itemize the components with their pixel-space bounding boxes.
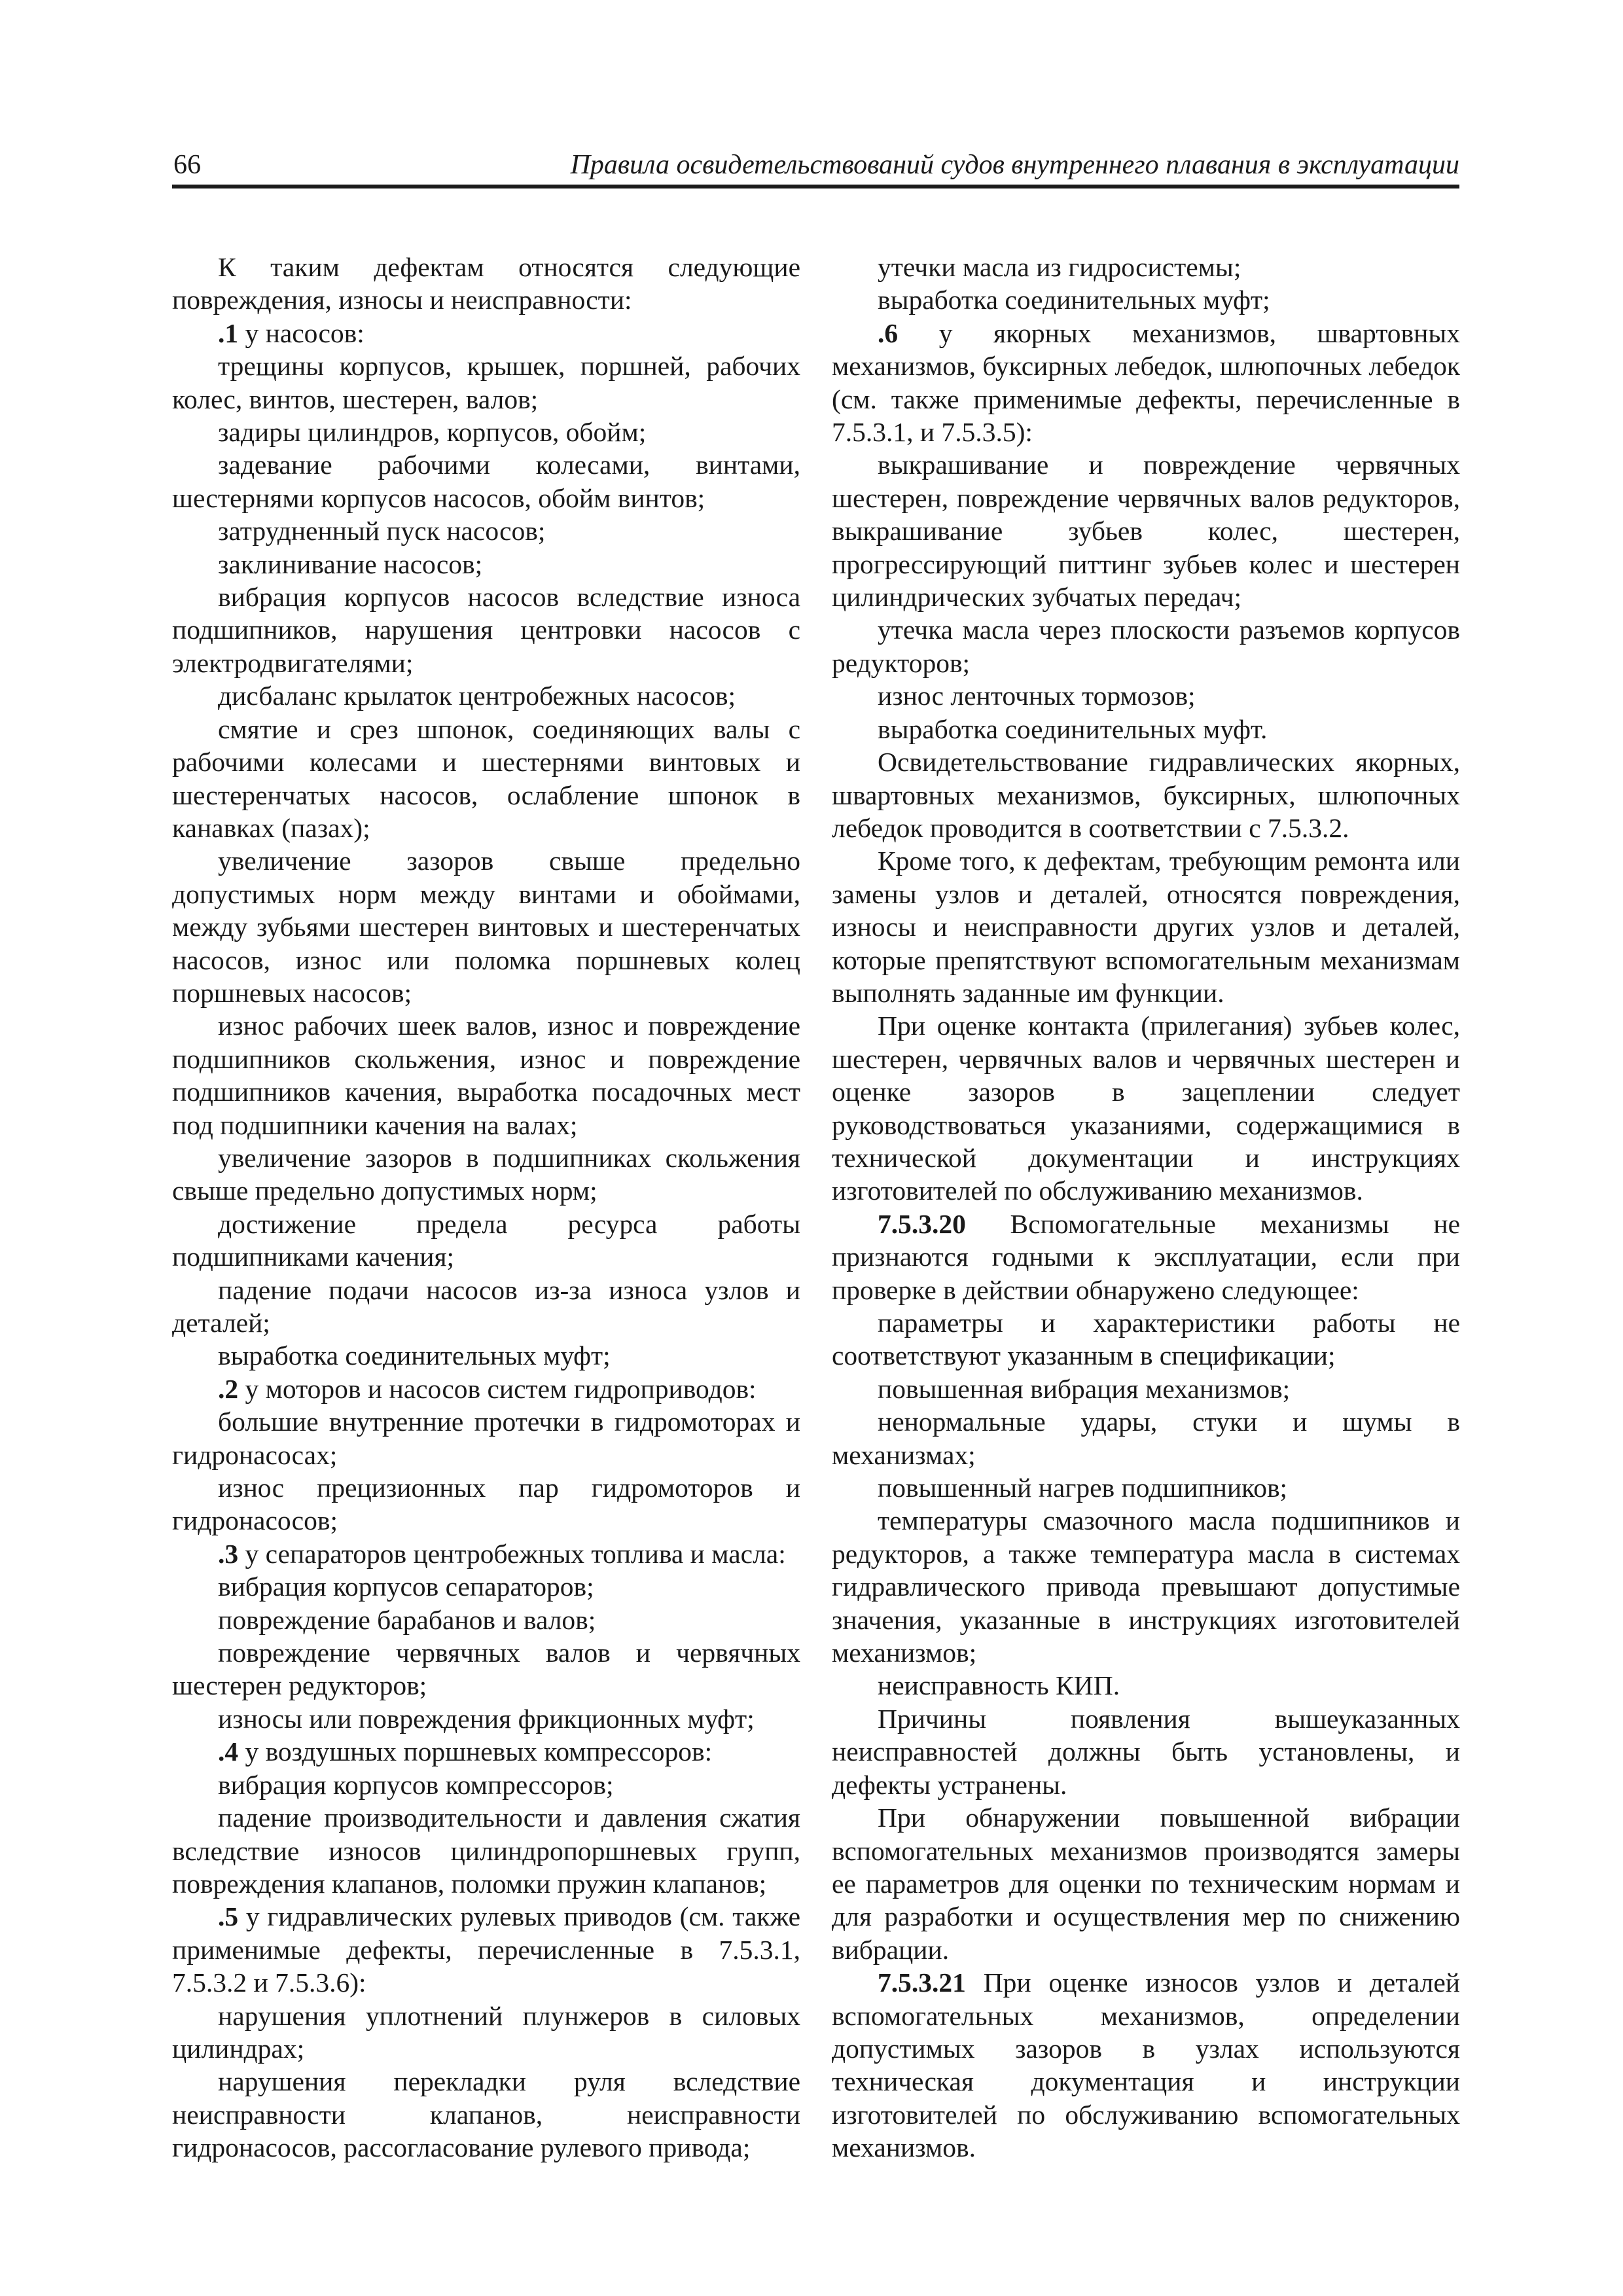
paragraph-text: выработка соединительных муфт; bbox=[878, 285, 1270, 315]
paragraph bbox=[172, 1537, 800, 1570]
paragraph bbox=[832, 1405, 1460, 1471]
paragraph-text: вибрация корпусов насосов вследствие износа подшипников, нарушения центровки насосов с электродвигателями; bbox=[172, 582, 800, 678]
item-number: .3 bbox=[218, 1538, 239, 1569]
paragraph bbox=[832, 1669, 1460, 1702]
paragraph bbox=[172, 1768, 800, 1801]
paragraph bbox=[172, 548, 800, 581]
paragraph-text: Вспомогательные механизмы не признаются годными к эксплуатации, если при проверке в действии обнаружено следующее: bbox=[832, 1208, 1460, 1305]
paragraph bbox=[832, 1471, 1460, 1504]
paragraph bbox=[832, 679, 1460, 712]
paragraph bbox=[172, 2065, 800, 2164]
paragraph bbox=[172, 2000, 800, 2066]
right-text-column bbox=[832, 251, 1460, 2164]
paragraph-text: заклинивание насосов; bbox=[218, 548, 483, 579]
paragraph-text: увеличение зазоров в подшипниках скольжения свыше предельно допустимых норм; bbox=[172, 1142, 800, 1206]
item-number: .6 bbox=[878, 317, 899, 348]
paragraph-text: трещины корпусов, крышек, поршней, рабочих колес, винтов, шестерен, валов; bbox=[172, 351, 800, 414]
paragraph bbox=[172, 1405, 800, 1471]
paragraph bbox=[172, 1570, 800, 1603]
running-title: Правила освидетельствований судов внутреннего плавания в эксплуатации bbox=[570, 150, 1459, 180]
paragraph-text: смятие и срез шпонок, соединяющих валы с рабочими колесами и шестернями винтовых и шестеренчатых насосов, ослабление шпонок в канавках (пазах); bbox=[172, 713, 800, 843]
paragraph bbox=[172, 713, 800, 845]
paragraph-text: у моторов и насосов систем гидроприводов: bbox=[238, 1373, 757, 1404]
item-number: .4 bbox=[218, 1736, 239, 1767]
paragraph-text: ненормальные удары, стуки и шумы в механизмах; bbox=[832, 1407, 1460, 1470]
paragraph-text: выработка соединительных муфт. bbox=[878, 713, 1268, 744]
paragraph bbox=[832, 1372, 1460, 1405]
paragraph-text: задиры цилиндров, корпусов, обойм; bbox=[218, 417, 647, 448]
left-text-column bbox=[172, 251, 800, 2164]
paragraph bbox=[832, 1966, 1460, 2164]
paragraph bbox=[172, 416, 800, 448]
paragraph bbox=[172, 1702, 800, 1735]
paragraph bbox=[172, 1900, 800, 1999]
paragraph bbox=[832, 613, 1460, 679]
paragraph-text: утечка масла через плоскости разъемов корпусов редукторов; bbox=[832, 615, 1460, 678]
paragraph-text: При обнаружении повышенной вибрации вспомогательных механизмов производятся замеры ее параметров для оценки по техническим нормам и для разработки и осуществления мер по снижению вибрации. bbox=[832, 1803, 1460, 1965]
paragraph bbox=[832, 251, 1460, 283]
paragraph bbox=[832, 844, 1460, 1009]
paragraph-text: выкрашивание и повреждение червячных шестерен, повреждение червячных валов редукторов, выкрашивание зубьев колес, шестерен, прогрессирующий питтинг зубьев колес и шестерен цилиндрических зубчатых передач; bbox=[832, 450, 1460, 613]
paragraph bbox=[172, 317, 800, 350]
paragraph bbox=[172, 1801, 800, 1900]
paragraph-text: падение подачи насосов из-за износа узлов и деталей; bbox=[172, 1274, 800, 1338]
paragraph-text: дисбаланс крылаток центробежных насосов; bbox=[218, 681, 736, 711]
paragraph bbox=[172, 1604, 800, 1636]
paragraph bbox=[172, 1636, 800, 1702]
page-header bbox=[172, 145, 1459, 188]
paragraph bbox=[172, 581, 800, 679]
paragraph bbox=[172, 251, 800, 317]
paragraph-text: повреждение червячных валов и червячных шестерен редукторов; bbox=[172, 1638, 800, 1701]
paragraph-text: износ прецизионных пар гидромоторов и гидронасосов; bbox=[172, 1473, 800, 1536]
paragraph bbox=[832, 713, 1460, 745]
paragraph-text: нарушения перекладки руля вследствие неисправности клапанов, неисправности гидронасосов, рассогласование рулевого привода; bbox=[172, 2066, 800, 2163]
paragraph-text: Причины появления вышеуказанных неисправностей должны быть установлены, и дефекты устранены. bbox=[832, 1703, 1460, 1800]
paragraph bbox=[172, 679, 800, 712]
paragraph-text: увеличение зазоров свыше предельно допустимых норм между винтами и обоймами, между зубьями шестерен винтовых и шестеренчатых насосов, износ или поломка поршневых колец поршневых насосов; bbox=[172, 846, 800, 1008]
paragraph-text: задевание рабочими колесами, винтами, шестернями корпусов насосов, обойм винтов; bbox=[172, 450, 800, 513]
paragraph-text: достижение предела ресурса работы подшипниками качения; bbox=[172, 1208, 800, 1272]
paragraph-text: К таким дефектам относятся следующие повреждения, износы и неисправности: bbox=[172, 252, 800, 315]
paragraph-text: износ ленточных тормозов; bbox=[878, 681, 1196, 711]
paragraph-text: Кроме того, к дефектам, требующим ремонта или замены узлов и деталей, относятся повреждения, износы и неисправности других узлов и деталей, которые препятствуют вспомогательным механизмам выполнять заданные им функции. bbox=[832, 846, 1460, 1008]
paragraph-text: повреждение барабанов и валов; bbox=[218, 1604, 596, 1635]
paragraph-text: вибрация корпусов компрессоров; bbox=[218, 1769, 614, 1800]
paragraph-text: износы или повреждения фрикционных муфт; bbox=[218, 1703, 755, 1734]
paragraph bbox=[172, 1208, 800, 1274]
paragraph bbox=[172, 448, 800, 514]
paragraph bbox=[172, 350, 800, 416]
paragraph bbox=[832, 448, 1460, 613]
paragraph bbox=[832, 1208, 1460, 1306]
paragraph-text: параметры и характеристики работы не соответствуют указанным в спецификации; bbox=[832, 1308, 1460, 1371]
paragraph-text: у якорных механизмов, швартовных механизмов, буксирных лебедок, шлюпочных лебедок (см. также применимые дефекты, перечисленные в 7.5.3.1, и 7.5.3.5): bbox=[832, 317, 1460, 448]
paragraph-text: падение производительности и давления сжатия вследствие износов цилиндропоршневых групп, повреждения клапанов, поломки пружин клапанов; bbox=[172, 1803, 800, 1899]
paragraph-text: у сепараторов центробежных топлива и масла: bbox=[238, 1538, 786, 1569]
paragraph bbox=[172, 1339, 800, 1372]
page-number: 66 bbox=[173, 150, 201, 180]
paragraph-text: повышенный нагрев подшипников; bbox=[878, 1473, 1288, 1503]
paragraph-text: у гидравлических рулевых приводов (см. также применимые дефекты, перечисленные в 7.5.3.1, 7.5.3.2 и 7.5.3.6): bbox=[172, 1901, 800, 1998]
paragraph-text: у воздушных поршневых компрессоров: bbox=[238, 1736, 713, 1767]
paragraph bbox=[832, 1306, 1460, 1372]
paragraph bbox=[832, 283, 1460, 316]
item-number: .5 bbox=[218, 1901, 239, 1932]
paragraph-text: износ рабочих шеек валов, износ и повреждение подшипников скольжения, износ и повреждение подшипников качения, выработка посадочных мест под подшипники качения на валах; bbox=[172, 1011, 800, 1140]
paragraph bbox=[172, 844, 800, 1009]
paragraph-text: Освидетельствование гидравлических якорных, швартовных механизмов, буксирных, шлюпочных лебедок проводится в соответствии с 7.5.3.2. bbox=[832, 747, 1460, 843]
paragraph bbox=[172, 1274, 800, 1340]
paragraph bbox=[172, 1009, 800, 1141]
paragraph-text: неисправность КИП. bbox=[878, 1670, 1120, 1701]
paragraph bbox=[172, 1141, 800, 1208]
paragraph bbox=[832, 745, 1460, 844]
paragraph-text: При оценке износов узлов и деталей вспомогательных механизмов, определении допустимых зазоров в узлах используются техническая документация и инструкции изготовителей по обслуживанию вспомогательных механизмов. bbox=[832, 1967, 1460, 2163]
paragraph-text: затрудненный пуск насосов; bbox=[218, 516, 546, 547]
paragraph bbox=[172, 1471, 800, 1537]
paragraph-text: большие внутренние протечки в гидромоторах и гидронасосах; bbox=[172, 1407, 800, 1470]
item-number: .2 bbox=[218, 1373, 239, 1404]
paragraph bbox=[832, 1504, 1460, 1669]
paragraph-text: выработка соединительных муфт; bbox=[218, 1340, 611, 1371]
paragraph bbox=[832, 1801, 1460, 1966]
paragraph bbox=[172, 514, 800, 547]
item-number: 7.5.3.21 bbox=[878, 1967, 966, 1998]
paragraph-text: вибрация корпусов сепараторов; bbox=[218, 1571, 594, 1602]
paragraph-text: температуры смазочного масла подшипников и редукторов, а также температура масла в системах гидравлического привода превышают допустимые значения, указанные в инструкциях изготовителей механизмов; bbox=[832, 1505, 1460, 1668]
paragraph bbox=[172, 1372, 800, 1405]
paragraph-text: При оценке контакта (прилегания) зубьев колес, шестерен, червячных валов и червячных шестерен и оценке зазоров в зацеплении следует руководствоваться указаниями, содержащимися в технической документации и инструкциях изготовителей по обслуживанию механизмов. bbox=[832, 1011, 1460, 1206]
item-number: .1 bbox=[218, 317, 239, 348]
paragraph bbox=[832, 1009, 1460, 1207]
paragraph bbox=[832, 317, 1460, 449]
paragraph-text: повышенная вибрация механизмов; bbox=[878, 1373, 1291, 1404]
item-number: 7.5.3.20 bbox=[878, 1208, 966, 1239]
paragraph bbox=[832, 1702, 1460, 1801]
paragraph-text: нарушения уплотнений плунжеров в силовых цилиндрах; bbox=[172, 2000, 800, 2064]
paragraph-text: утечки масла из гидросистемы; bbox=[878, 252, 1241, 282]
paragraph bbox=[172, 1735, 800, 1768]
paragraph-text: у насосов: bbox=[238, 317, 365, 348]
